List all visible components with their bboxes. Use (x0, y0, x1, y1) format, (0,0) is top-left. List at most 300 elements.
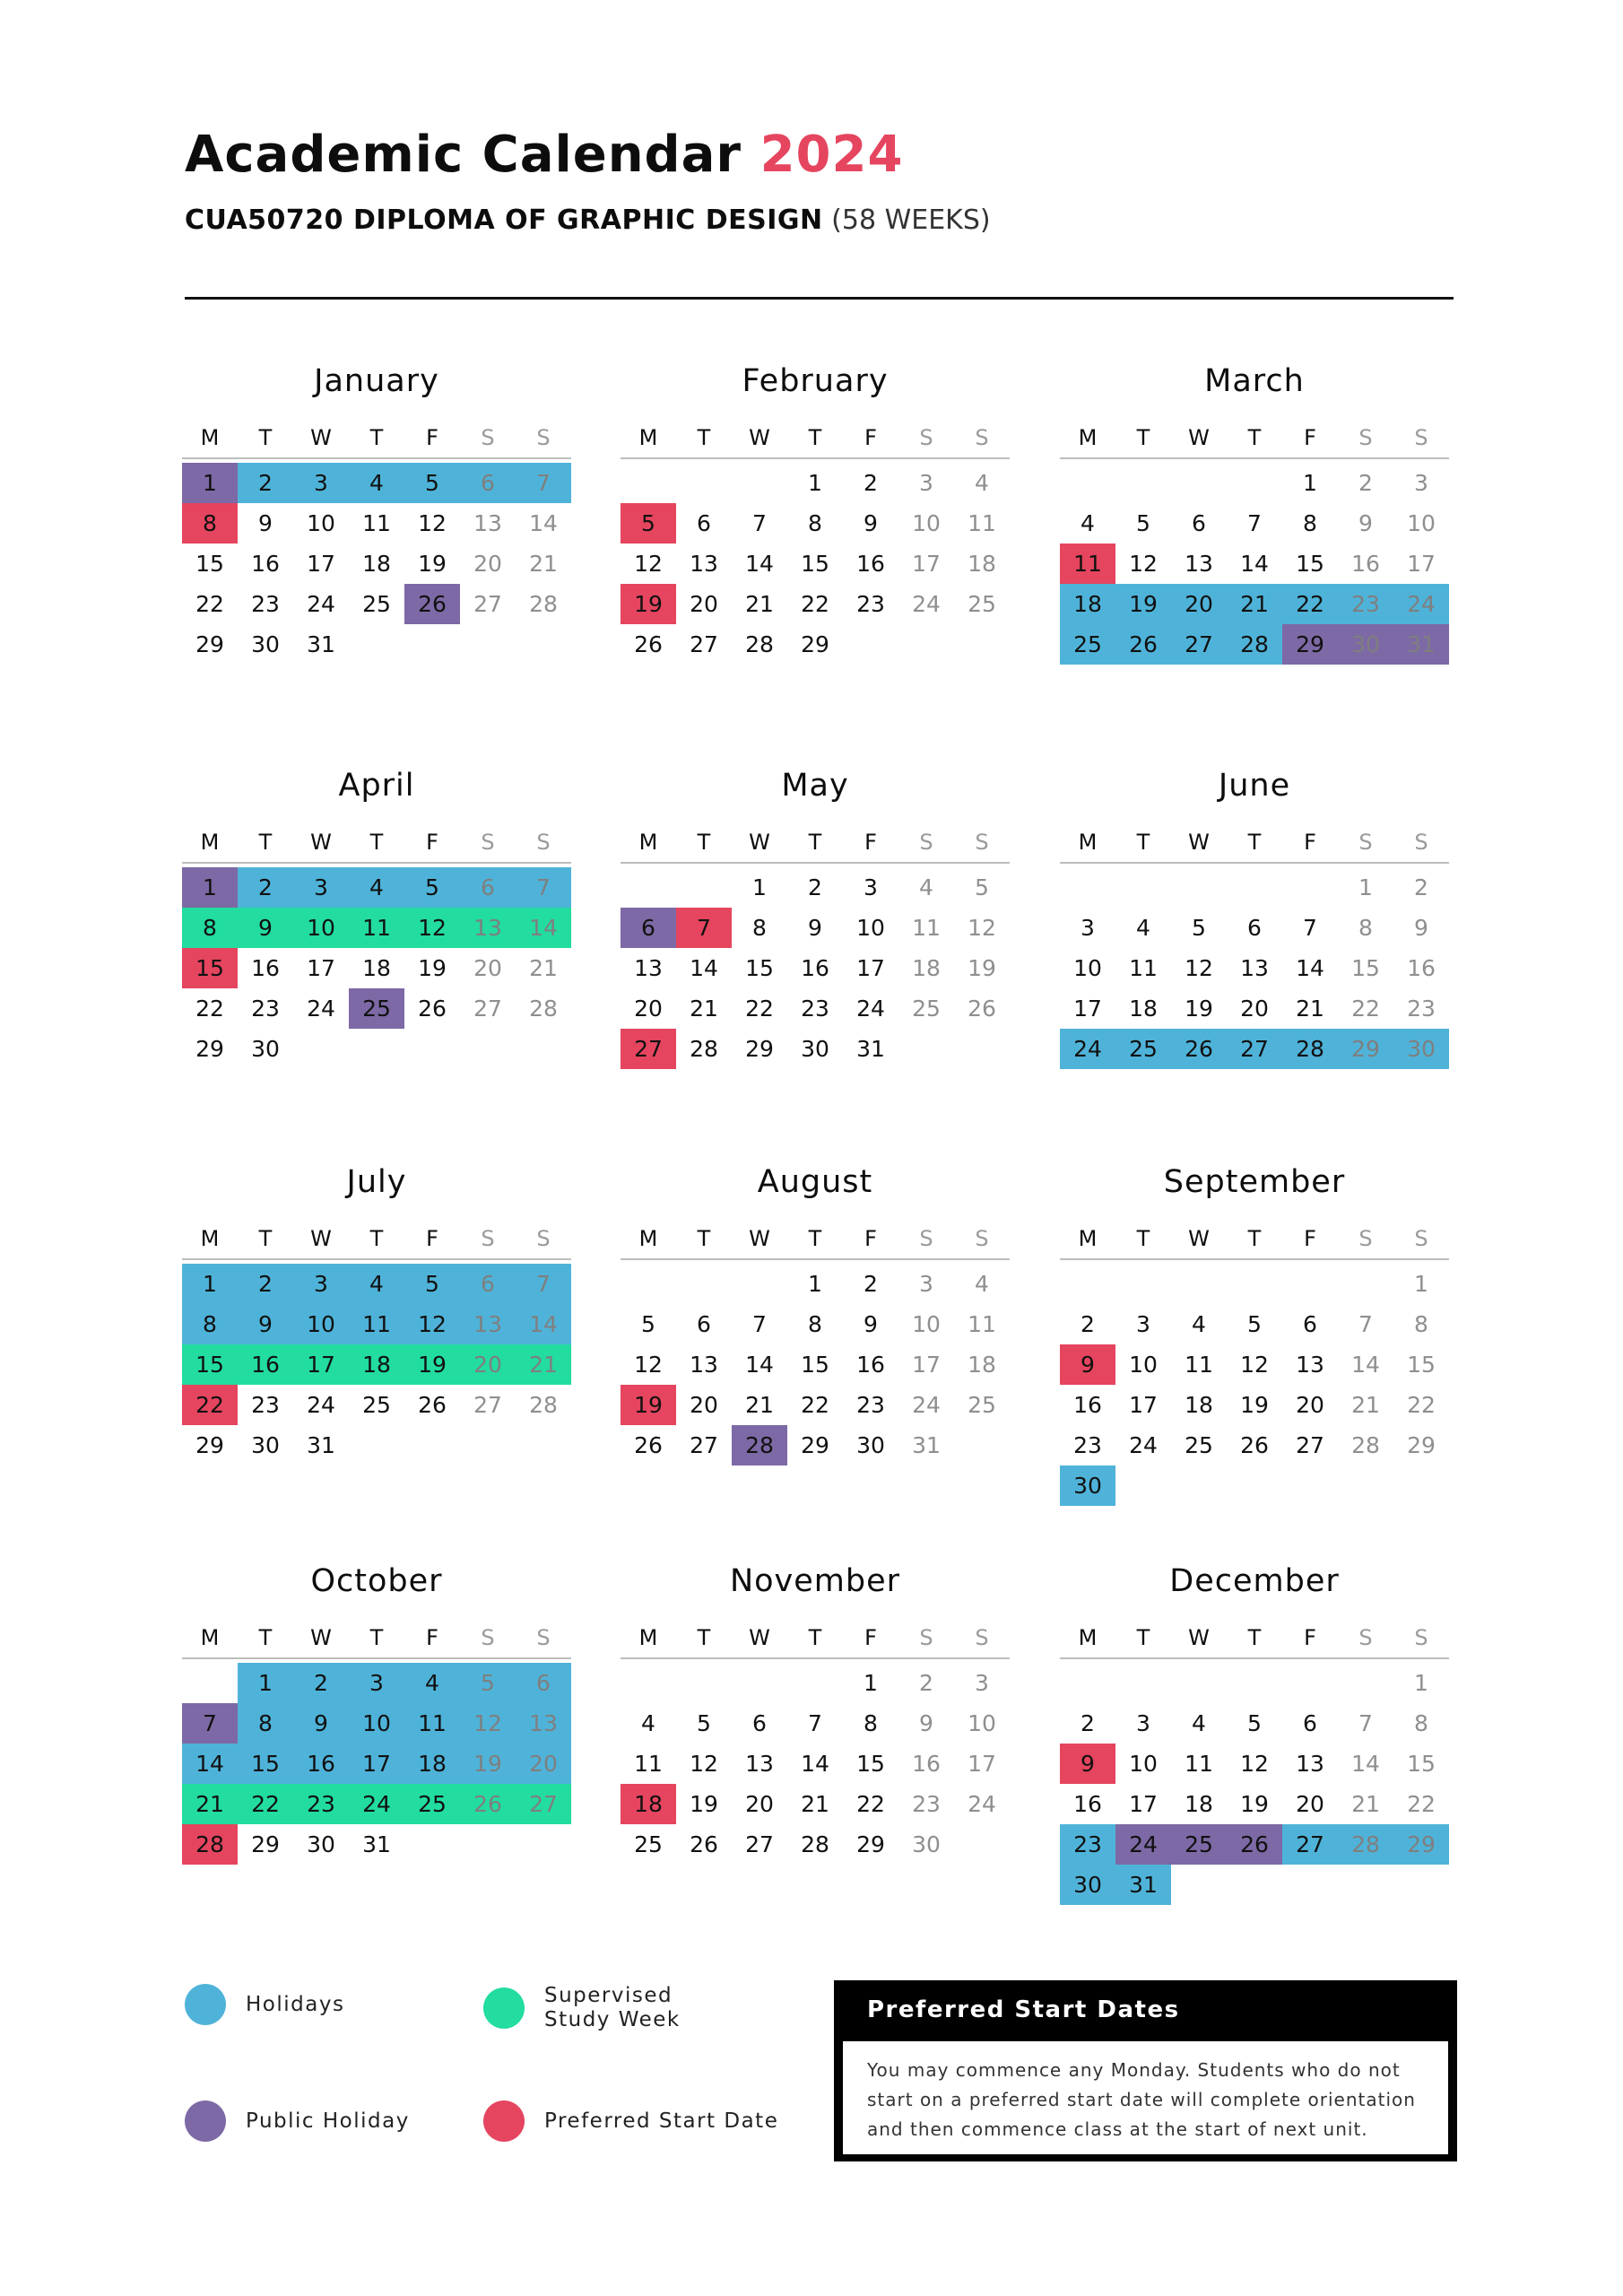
day-cell: 19 (1240, 1791, 1269, 1817)
day-cell: 4 (1192, 1311, 1206, 1337)
day-cell: 3 (919, 1271, 933, 1297)
day-cell: 23 (1073, 1432, 1102, 1458)
day-cell: 15 (182, 948, 238, 988)
weekday-label: S (1414, 830, 1428, 855)
day-cell: 27 (1296, 1432, 1324, 1458)
weekday-label: S (481, 1625, 495, 1650)
day-cell: 10 (856, 915, 885, 941)
weekday-label: F (426, 1625, 438, 1650)
day-cell: 22 (1407, 1392, 1436, 1418)
day-cell: 30 (1393, 1029, 1449, 1069)
weekday-label: S (919, 1226, 933, 1251)
day-cell: 2 (864, 470, 878, 496)
day-cell: 26 (404, 584, 460, 624)
month-july (182, 1160, 571, 1465)
day-cell: 23 (251, 591, 280, 617)
day-cell: 20 (690, 591, 718, 617)
day-cell: 15 (801, 551, 829, 577)
days-grid (1060, 867, 1449, 1069)
day-cell: 17 (307, 551, 335, 577)
day-cell: 8 (238, 1703, 293, 1744)
day-cell: 14 (516, 1304, 571, 1344)
day-cell: 15 (856, 1751, 885, 1777)
day-cell: 26 (460, 1784, 516, 1824)
day-cell: 13 (1240, 955, 1269, 981)
weekday-label: T (1136, 1625, 1150, 1650)
day-cell: 18 (1060, 584, 1115, 624)
day-cell: 9 (864, 1311, 878, 1337)
weekday-header (621, 824, 1010, 864)
day-cell: 19 (621, 584, 676, 624)
day-cell: 18 (1185, 1392, 1213, 1418)
weekday-label: W (1188, 830, 1210, 855)
day-cell: 6 (460, 867, 516, 908)
weekday-label: S (536, 1625, 551, 1650)
weekday-label: T (808, 1625, 822, 1650)
day-cell: 7 (516, 867, 571, 908)
day-cell: 14 (1296, 955, 1324, 981)
day-cell: 6 (697, 510, 711, 536)
days-grid (1060, 1264, 1449, 1506)
weekday-label: S (536, 425, 551, 450)
day-cell: 29 (801, 1432, 829, 1458)
day-cell: 26 (1115, 624, 1171, 665)
day-cell: 16 (801, 955, 829, 981)
day-cell: 17 (1129, 1392, 1158, 1418)
legend-holidays (185, 1984, 452, 2025)
day-cell: 10 (1129, 1352, 1158, 1378)
day-cell: 28 (529, 996, 558, 1022)
empty-cell (732, 463, 787, 503)
day-cell: 13 (460, 1304, 516, 1344)
day-cell: 28 (182, 1824, 238, 1865)
day-cell: 4 (349, 1264, 404, 1304)
day-cell: 22 (1282, 584, 1338, 624)
day-cell: 29 (195, 1432, 224, 1458)
weekday-label: T (369, 425, 384, 450)
weekday-label: S (481, 830, 495, 855)
day-cell: 28 (1227, 624, 1282, 665)
day-cell: 28 (1338, 1824, 1393, 1865)
day-cell: 23 (912, 1791, 941, 1817)
empty-cell (1227, 867, 1282, 908)
weekday-header (182, 824, 571, 864)
empty-cell (1338, 1264, 1393, 1304)
day-cell: 4 (404, 1663, 460, 1703)
day-cell: 25 (968, 1392, 996, 1418)
day-cell: 12 (634, 551, 663, 577)
day-cell: 19 (690, 1791, 718, 1817)
empty-cell (1227, 1663, 1282, 1703)
day-cell: 30 (251, 631, 280, 657)
day-cell: 12 (1240, 1751, 1269, 1777)
day-cell: 18 (968, 1352, 996, 1378)
header-divider (185, 297, 1454, 300)
day-cell: 23 (1407, 996, 1436, 1022)
weekday-label: S (481, 1226, 495, 1251)
days-grid (182, 1264, 571, 1465)
empty-cell (1338, 1663, 1393, 1703)
days-grid (182, 1663, 571, 1865)
day-cell: 30 (251, 1036, 280, 1062)
day-cell: 8 (808, 510, 822, 536)
weekday-label: S (1414, 1226, 1428, 1251)
day-cell: 6 (460, 463, 516, 503)
weekday-label: S (975, 830, 989, 855)
weekday-label: S (975, 1226, 989, 1251)
course-subtitle (185, 204, 991, 236)
day-cell: 30 (856, 1432, 885, 1458)
day-cell: 25 (362, 1392, 391, 1418)
day-cell: 7 (752, 1311, 767, 1337)
day-cell: 8 (1358, 915, 1373, 941)
empty-cell (1060, 463, 1115, 503)
day-cell: 12 (968, 915, 996, 941)
day-cell: 24 (1060, 1029, 1115, 1069)
day-cell: 24 (856, 996, 885, 1022)
weekday-label: F (864, 830, 877, 855)
weekday-label: T (697, 830, 711, 855)
weekday-label: M (200, 1625, 220, 1650)
day-cell: 2 (1358, 470, 1373, 496)
day-cell: 25 (912, 996, 941, 1022)
month-january (182, 359, 571, 665)
day-cell: 7 (676, 908, 732, 948)
weekday-label: T (258, 425, 273, 450)
info-box-title: Preferred Start Dates (867, 1996, 1180, 2023)
day-cell: 14 (1351, 1751, 1380, 1777)
day-cell: 15 (745, 955, 774, 981)
empty-cell (732, 1264, 787, 1304)
day-cell: 22 (1351, 996, 1380, 1022)
empty-cell (1060, 867, 1115, 908)
day-cell: 8 (182, 908, 238, 948)
month-name: March (1204, 363, 1305, 399)
day-cell: 15 (182, 1344, 238, 1385)
day-cell: 21 (529, 551, 558, 577)
empty-cell (1060, 1264, 1115, 1304)
day-cell: 6 (1303, 1710, 1317, 1736)
day-cell: 21 (1351, 1791, 1380, 1817)
day-cell: 28 (801, 1831, 829, 1857)
day-cell: 11 (968, 510, 996, 536)
weekday-label: F (864, 1226, 877, 1251)
month-name: May (781, 768, 849, 804)
day-cell: 18 (1185, 1791, 1213, 1817)
day-cell: 1 (808, 1271, 822, 1297)
weekday-label: S (975, 1625, 989, 1650)
day-cell: 17 (1407, 551, 1436, 577)
day-cell: 4 (919, 874, 933, 900)
day-cell: 28 (1351, 1432, 1380, 1458)
day-cell: 23 (801, 996, 829, 1022)
day-cell: 24 (912, 1392, 941, 1418)
legend-start-label: Preferred Start Date (544, 2109, 779, 2133)
public-holiday-color-swatch (185, 2100, 226, 2142)
day-cell: 18 (912, 955, 941, 981)
day-cell: 10 (1407, 510, 1436, 536)
weekday-label: M (200, 1226, 220, 1251)
day-cell: 11 (634, 1751, 663, 1777)
day-cell: 13 (634, 955, 663, 981)
day-cell: 31 (1115, 1865, 1171, 1905)
weekday-label: S (1414, 425, 1428, 450)
day-cell: 5 (621, 503, 676, 544)
weekday-label: M (1078, 425, 1098, 450)
day-cell: 26 (418, 1392, 447, 1418)
day-cell: 7 (1303, 915, 1317, 941)
day-cell: 25 (1171, 1824, 1227, 1865)
day-cell: 3 (1136, 1311, 1150, 1337)
day-cell: 31 (307, 1432, 335, 1458)
day-cell: 26 (634, 631, 663, 657)
weekday-label: M (638, 1226, 658, 1251)
day-cell: 1 (182, 1264, 238, 1304)
day-cell: 16 (1407, 955, 1436, 981)
days-grid (182, 463, 571, 665)
day-cell: 3 (349, 1663, 404, 1703)
day-cell: 31 (1393, 624, 1449, 665)
empty-cell (1171, 1264, 1227, 1304)
day-cell: 1 (1414, 1271, 1428, 1297)
weekday-label: M (1078, 1226, 1098, 1251)
day-cell: 14 (1351, 1352, 1380, 1378)
day-cell: 16 (1073, 1392, 1102, 1418)
day-cell: 4 (975, 1271, 989, 1297)
day-cell: 11 (912, 915, 941, 941)
weekday-label: W (749, 830, 770, 855)
day-cell: 21 (745, 591, 774, 617)
day-cell: 9 (238, 908, 293, 948)
month-may (621, 763, 1010, 1069)
empty-cell (621, 463, 676, 503)
day-cell: 29 (251, 1831, 280, 1857)
day-cell: 16 (1351, 551, 1380, 577)
day-cell: 17 (856, 955, 885, 981)
month-name: November (729, 1563, 901, 1599)
weekday-label: W (1188, 1226, 1210, 1251)
day-cell: 3 (293, 463, 349, 503)
day-cell: 9 (293, 1703, 349, 1744)
day-cell: 21 (529, 955, 558, 981)
weekday-label: T (1247, 830, 1262, 855)
day-cell: 8 (182, 1304, 238, 1344)
day-cell: 30 (1338, 624, 1393, 665)
weekday-label: S (1358, 1226, 1373, 1251)
day-cell: 15 (1351, 955, 1380, 981)
day-cell: 2 (919, 1670, 933, 1696)
day-cell: 27 (473, 1392, 502, 1418)
weekday-label: F (864, 1625, 877, 1650)
day-cell: 25 (968, 591, 996, 617)
day-cell: 22 (801, 591, 829, 617)
day-cell: 21 (1296, 996, 1324, 1022)
day-cell: 6 (752, 1710, 767, 1736)
day-cell: 19 (968, 955, 996, 981)
day-cell: 25 (634, 1831, 663, 1857)
weekday-header (621, 420, 1010, 459)
day-cell: 23 (251, 1392, 280, 1418)
day-cell: 31 (307, 631, 335, 657)
day-cell: 26 (968, 996, 996, 1022)
month-name: June (1218, 768, 1291, 804)
day-cell: 11 (349, 908, 404, 948)
day-cell: 11 (349, 1304, 404, 1344)
weekday-header (1060, 1221, 1449, 1260)
month-name: February (742, 363, 889, 399)
day-cell: 21 (1351, 1392, 1380, 1418)
day-cell: 15 (1296, 551, 1324, 577)
day-cell: 19 (621, 1385, 676, 1425)
day-cell: 28 (745, 631, 774, 657)
empty-cell (787, 1663, 843, 1703)
day-cell: 16 (238, 1344, 293, 1385)
empty-cell (1115, 1264, 1171, 1304)
day-cell: 4 (975, 470, 989, 496)
weekday-label: S (975, 425, 989, 450)
weekday-label: F (1304, 1625, 1316, 1650)
day-cell: 9 (864, 510, 878, 536)
day-cell: 6 (460, 1264, 516, 1304)
day-cell: 15 (801, 1352, 829, 1378)
day-cell: 26 (1227, 1824, 1282, 1865)
day-cell: 26 (634, 1432, 663, 1458)
day-cell: 17 (349, 1744, 404, 1784)
weekday-label: M (200, 830, 220, 855)
day-cell: 22 (801, 1392, 829, 1418)
weekday-label: T (1247, 1625, 1262, 1650)
day-cell: 12 (690, 1751, 718, 1777)
day-cell: 7 (516, 463, 571, 503)
day-cell: 5 (697, 1710, 711, 1736)
weekday-label: T (697, 1625, 711, 1650)
day-cell: 11 (1060, 544, 1115, 584)
day-cell: 9 (1060, 1344, 1115, 1385)
month-october (182, 1559, 571, 1865)
day-cell: 29 (856, 1831, 885, 1857)
day-cell: 27 (745, 1831, 774, 1857)
day-cell: 23 (293, 1784, 349, 1824)
empty-cell (1115, 463, 1171, 503)
day-cell: 24 (307, 996, 335, 1022)
day-cell: 3 (975, 1670, 989, 1696)
day-cell: 26 (418, 996, 447, 1022)
day-cell: 3 (1081, 915, 1095, 941)
day-cell: 29 (1338, 1029, 1393, 1069)
empty-cell (676, 463, 732, 503)
day-cell: 5 (1136, 510, 1150, 536)
day-cell: 17 (307, 955, 335, 981)
day-cell: 10 (968, 1710, 996, 1736)
day-cell: 5 (460, 1663, 516, 1703)
day-cell: 13 (460, 908, 516, 948)
weekday-label: M (638, 1625, 658, 1650)
weekday-label: T (697, 1226, 711, 1251)
empty-cell (1171, 867, 1227, 908)
day-cell: 7 (516, 1264, 571, 1304)
day-cell: 17 (968, 1751, 996, 1777)
day-cell: 21 (516, 1344, 571, 1385)
day-cell: 7 (808, 1710, 822, 1736)
day-cell: 9 (258, 510, 273, 536)
day-cell: 5 (1247, 1311, 1262, 1337)
day-cell: 20 (473, 551, 502, 577)
day-cell: 7 (752, 510, 767, 536)
day-cell: 15 (1407, 1352, 1436, 1378)
weekday-label: S (919, 830, 933, 855)
day-cell: 9 (1414, 915, 1428, 941)
day-cell: 5 (975, 874, 989, 900)
day-cell: 16 (912, 1751, 941, 1777)
empty-cell (1282, 867, 1338, 908)
weekday-label: T (258, 1625, 273, 1650)
days-grid (1060, 463, 1449, 665)
day-cell: 11 (362, 510, 391, 536)
weekday-label: S (1414, 1625, 1428, 1650)
day-cell: 3 (864, 874, 878, 900)
empty-cell (1171, 1663, 1227, 1703)
day-cell: 12 (404, 1304, 460, 1344)
study-color-swatch (483, 1987, 525, 2029)
day-cell: 28 (529, 591, 558, 617)
weekday-label: F (1304, 830, 1316, 855)
weekday-header (1060, 1620, 1449, 1659)
day-cell: 16 (856, 1352, 885, 1378)
month-name: July (346, 1164, 407, 1200)
weekday-header (621, 1620, 1010, 1659)
month-september (1060, 1160, 1449, 1506)
day-cell: 20 (634, 996, 663, 1022)
day-cell: 10 (912, 1311, 941, 1337)
weekday-label: M (200, 425, 220, 450)
day-cell: 14 (182, 1744, 238, 1784)
day-cell: 17 (1129, 1791, 1158, 1817)
legend-supervised-study (483, 1984, 697, 2032)
weekday-label: T (1136, 830, 1150, 855)
day-cell: 3 (293, 1264, 349, 1304)
legend-public-holiday-label: Public Holiday (246, 2109, 410, 2133)
day-cell: 4 (1136, 915, 1150, 941)
day-cell: 18 (362, 955, 391, 981)
day-cell: 13 (516, 1703, 571, 1744)
day-cell: 3 (1136, 1710, 1150, 1736)
days-grid (621, 1663, 1010, 1865)
day-cell: 13 (473, 510, 502, 536)
day-cell: 19 (460, 1744, 516, 1784)
day-cell: 17 (912, 551, 941, 577)
day-cell: 16 (856, 551, 885, 577)
day-cell: 18 (404, 1744, 460, 1784)
day-cell: 7 (1358, 1710, 1373, 1736)
day-cell: 10 (307, 510, 335, 536)
day-cell: 8 (864, 1710, 878, 1736)
day-cell: 2 (1081, 1710, 1095, 1736)
day-cell: 20 (745, 1791, 774, 1817)
day-cell: 17 (293, 1344, 349, 1385)
day-cell: 24 (349, 1784, 404, 1824)
preferred-start-info-box (834, 1980, 1457, 2161)
day-cell: 21 (745, 1392, 774, 1418)
day-cell: 26 (1240, 1432, 1269, 1458)
month-november (621, 1559, 1010, 1865)
day-cell: 28 (529, 1392, 558, 1418)
day-cell: 22 (745, 996, 774, 1022)
weekday-label: T (1247, 425, 1262, 450)
day-cell: 20 (1171, 584, 1227, 624)
day-cell: 15 (1407, 1751, 1436, 1777)
day-cell: 4 (349, 867, 404, 908)
weekday-label: F (1304, 1226, 1316, 1251)
